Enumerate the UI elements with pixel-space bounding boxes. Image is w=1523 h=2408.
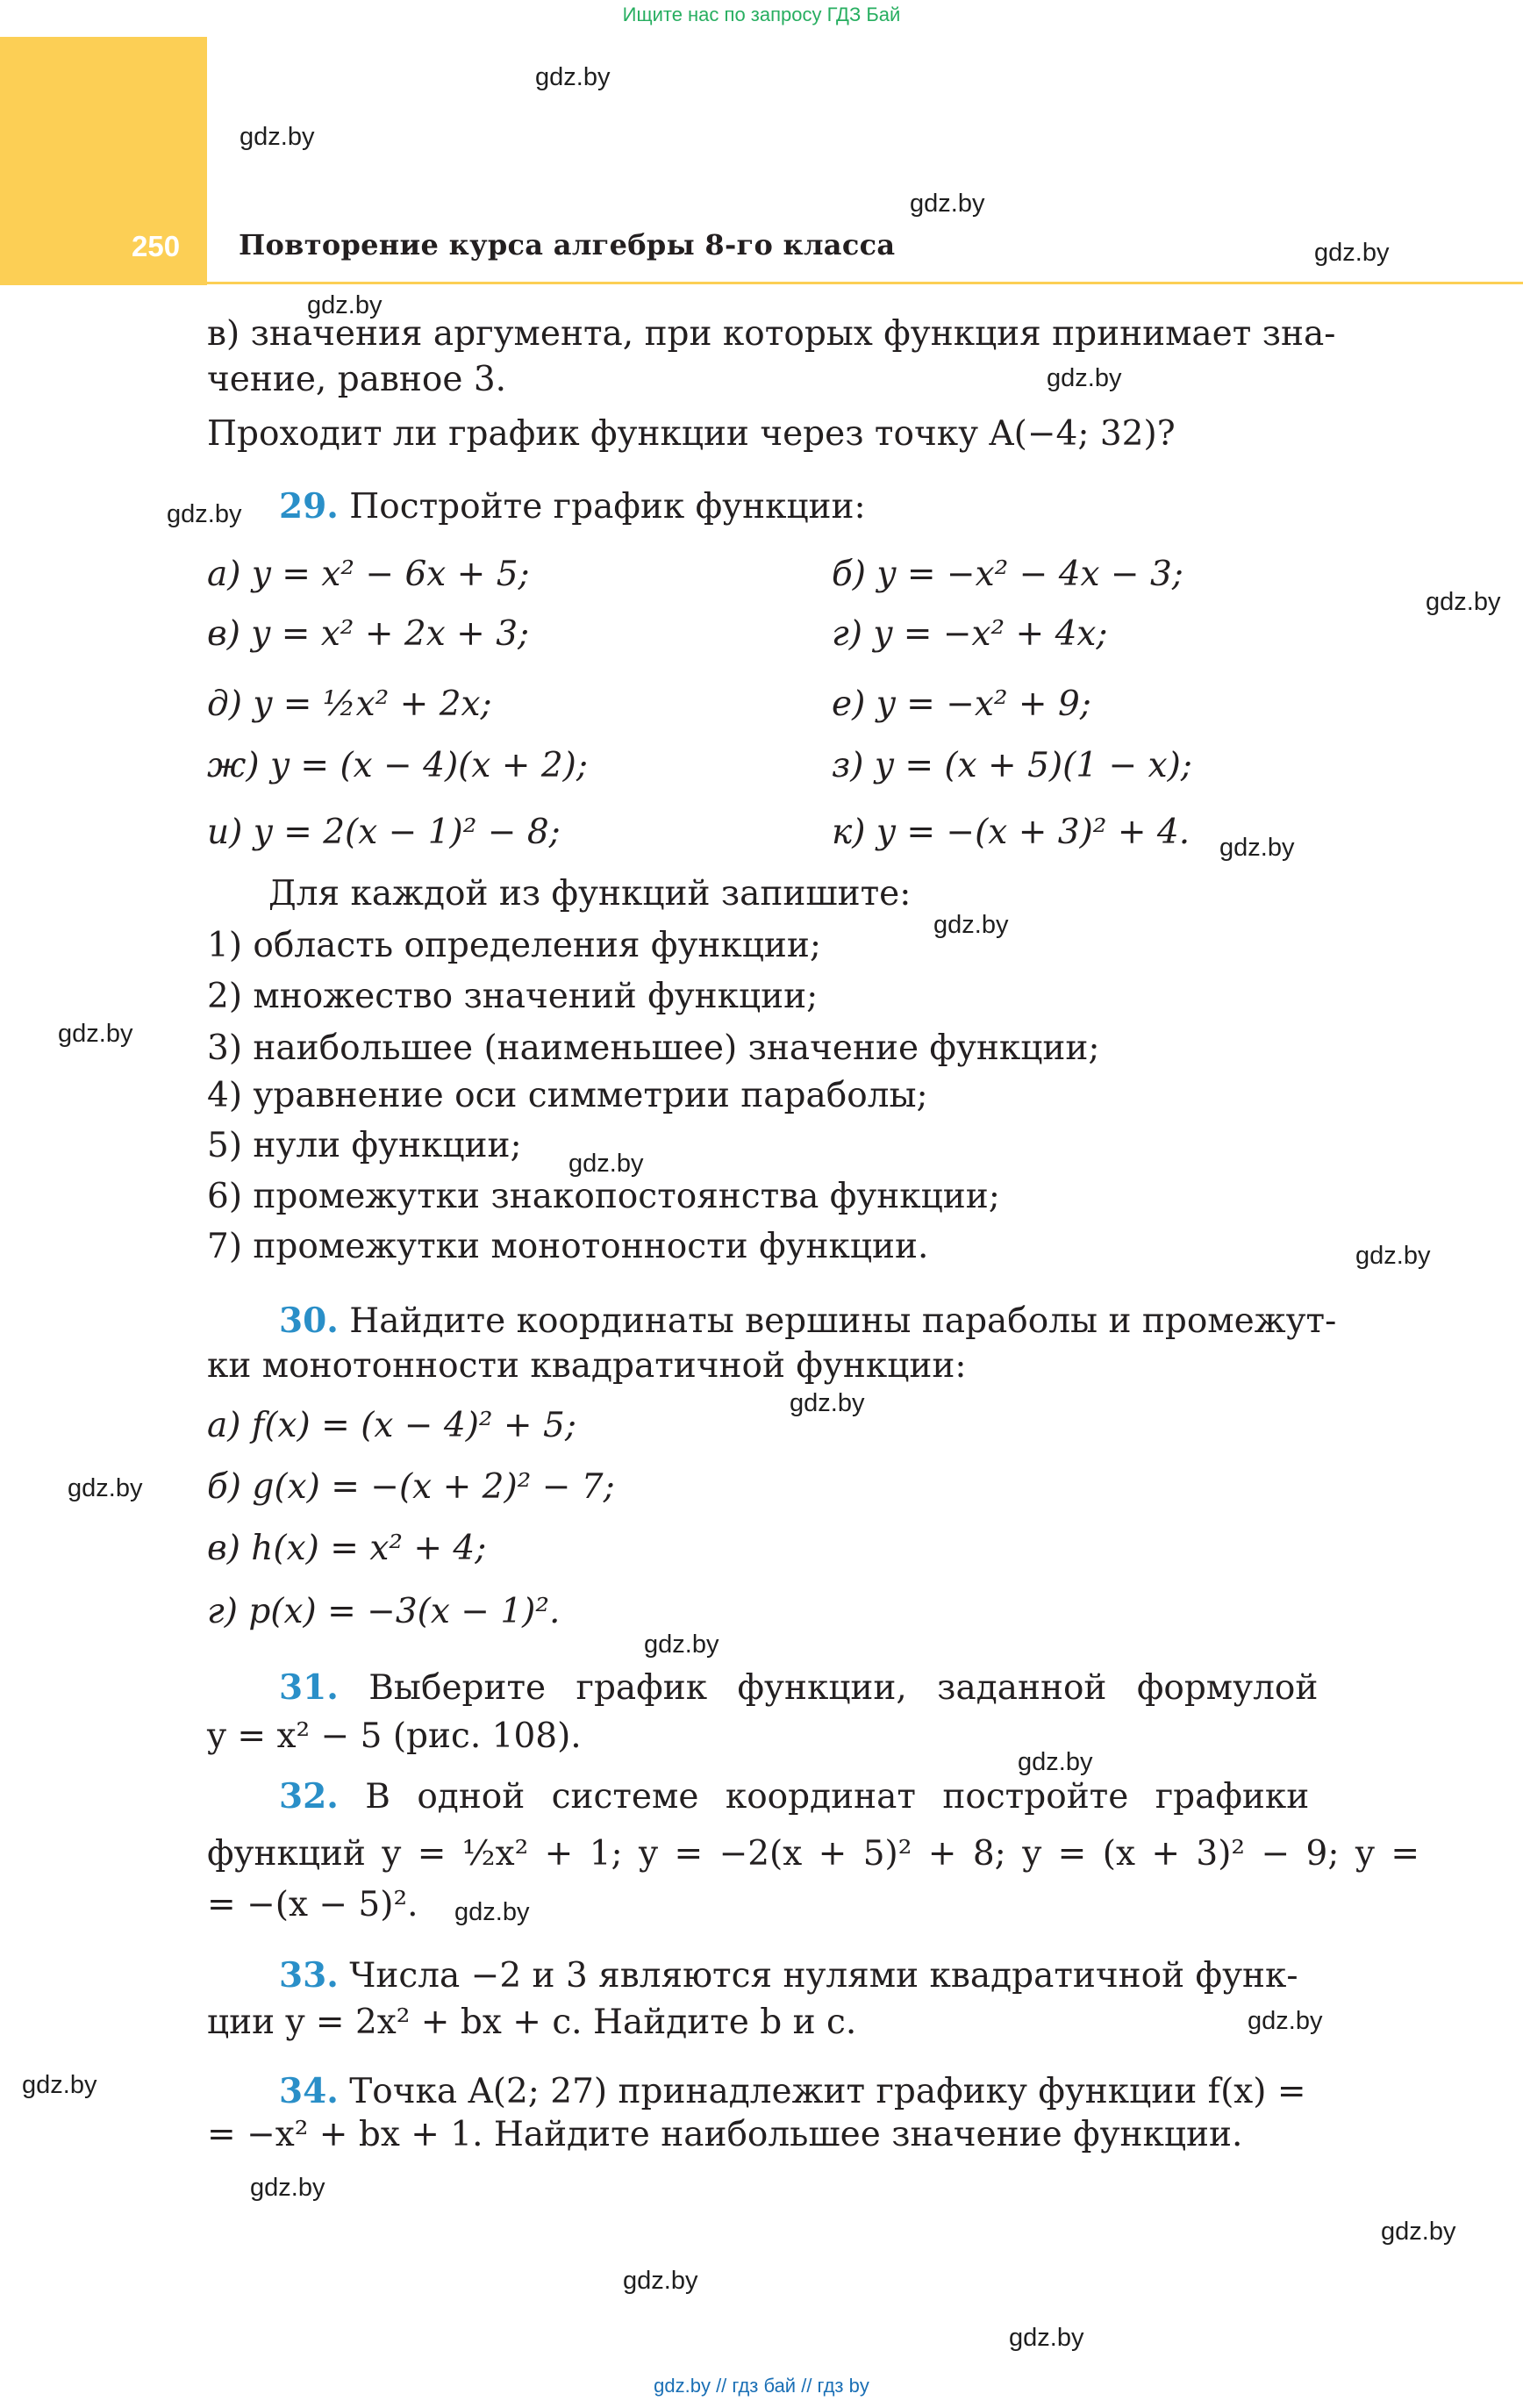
ex29-item-i: и) y = 2(x − 1)² − 8; [207,813,561,852]
running-head: Повторение курса алгебры 8-го класса [239,228,896,262]
exercise-text: Точка A(2; 27) принадлежит графику функции f(x) = [349,2072,1306,2111]
watermark: gdz.by [1314,239,1390,267]
exercise-29-heading [279,486,866,528]
exercise-32-heading [279,1776,1309,1818]
ex32-line2: функций y = ½x² + 1; y = −2(x + 5)² + 8; y = (x + 3)² − 9; y = [207,1834,1419,1874]
watermark: gdz.by [454,1898,530,1926]
ex29-lead: Для каждой из функций запишите: [268,874,912,914]
exercise-number: 31. [279,1667,339,1708]
ex32-line3: = −(x − 5)². [207,1885,418,1924]
intro-line-v2: чение, равное 3. [207,360,507,399]
watermark: gdz.by [790,1389,865,1417]
exercise-33-heading [279,1955,1298,1997]
exercise-30-heading [279,1301,1336,1343]
exercise-31-heading [279,1667,1318,1709]
exercise-number: 30. [279,1301,339,1341]
watermark: gdz.by [1248,2007,1323,2035]
ex29-task-4: 4) уравнение оси симметрии параболы; [207,1076,928,1115]
watermark: gdz.by [623,2267,698,2295]
page-number: 250 [132,230,181,262]
ex30-item-b: б) g(x) = −(x + 2)² − 7; [207,1467,615,1507]
ex29-item-e: е) y = −x² + 9; [832,684,1091,724]
watermark: gdz.by [1047,364,1122,392]
watermark: gdz.by [240,123,315,151]
exercise-text: Числа −2 и 3 являются нулями квадратичной функ- [349,1956,1298,1996]
exercise-34-heading [279,2071,1306,2113]
ex29-item-a: а) y = x² − 6x + 5; [207,555,530,594]
watermark: gdz.by [1355,1242,1431,1270]
watermark: gdz.by [910,190,985,218]
ex30-item-a: а) f(x) = (x − 4)² + 5; [207,1406,576,1445]
watermark: gdz.by [933,911,1009,939]
ex29-item-v: в) y = x² + 2x + 3; [207,614,530,654]
ex30-item-g: г) p(x) = −3(x − 1)². [207,1592,561,1631]
footer-links: gdz.by // гдз бай // гдз by [654,2375,869,2397]
intro-line-v1: в) значения аргумента, при которых функция принимает зна- [207,314,1336,354]
watermark: gdz.by [68,1474,143,1502]
ex34-line2: = −x² + bx + 1. Найдите наибольшее значение функции. [207,2115,1243,2154]
top-banner: Ищите нас по запросу ГДЗ Бай [622,4,901,25]
exercise-number: 33. [279,1955,339,1996]
ex29-item-z: з) y = (x + 5)(1 − x); [832,746,1192,785]
watermark: gdz.by [1219,834,1295,862]
watermark: gdz.by [1381,2218,1456,2246]
exercise-text: В одной системе координат постройте графики [365,1777,1310,1817]
ex29-item-b: б) y = −x² − 4x − 3; [832,555,1183,594]
intro-question: Проходит ли график функции через точку A(−4; 32)? [207,414,1176,454]
watermark: gdz.by [58,1020,133,1048]
ex29-item-g: г) y = −x² + 4x; [832,614,1108,654]
watermark: gdz.by [644,1630,719,1659]
exercise-number: 34. [279,2071,339,2111]
ex33-line2: ции y = 2x² + bx + c. Найдите b и c. [207,2003,857,2042]
ex29-task-5: 5) нули функции; [207,1126,522,1165]
watermark: gdz.by [1018,1748,1093,1776]
exercise-text: Найдите координаты вершины параболы и промежут- [349,1301,1337,1341]
ex29-task-1: 1) область определения функции; [207,926,821,965]
ex29-item-k: к) y = −(x + 3)² + 4. [832,813,1191,852]
watermark: gdz.by [535,63,611,91]
exercise-number: 29. [279,486,339,527]
header-rule [207,282,1523,284]
exercise-text: Выберите график функции, заданной формулой [368,1668,1319,1708]
ex30-item-v: в) h(x) = x² + 4; [207,1529,487,1568]
ex29-task-6: 6) промежутки знакопостоянства функции; [207,1177,1000,1216]
ex29-task-2: 2) множество значений функции; [207,977,819,1016]
ex29-item-d: д) y = ½x² + 2x; [207,684,492,724]
ex30-line2: ки монотонности квадратичной функции: [207,1346,967,1386]
ex29-item-zh: ж) y = (x − 4)(x + 2); [207,746,589,785]
ex31-line2: y = x² − 5 (рис. 108). [207,1716,582,1756]
ex29-task-3: 3) наибольшее (наименьшее) значение функции; [207,1028,1100,1068]
watermark: gdz.by [1426,588,1501,616]
watermark: gdz.by [167,500,242,528]
exercise-number: 32. [279,1776,339,1817]
watermark: gdz.by [1009,2324,1084,2352]
watermark: gdz.by [22,2071,97,2099]
watermark: gdz.by [250,2174,325,2202]
ex29-task-7: 7) промежутки монотонности функции. [207,1227,929,1266]
watermark: gdz.by [307,291,383,319]
watermark: gdz.by [568,1150,644,1178]
exercise-title: Постройте график функции: [349,487,866,527]
